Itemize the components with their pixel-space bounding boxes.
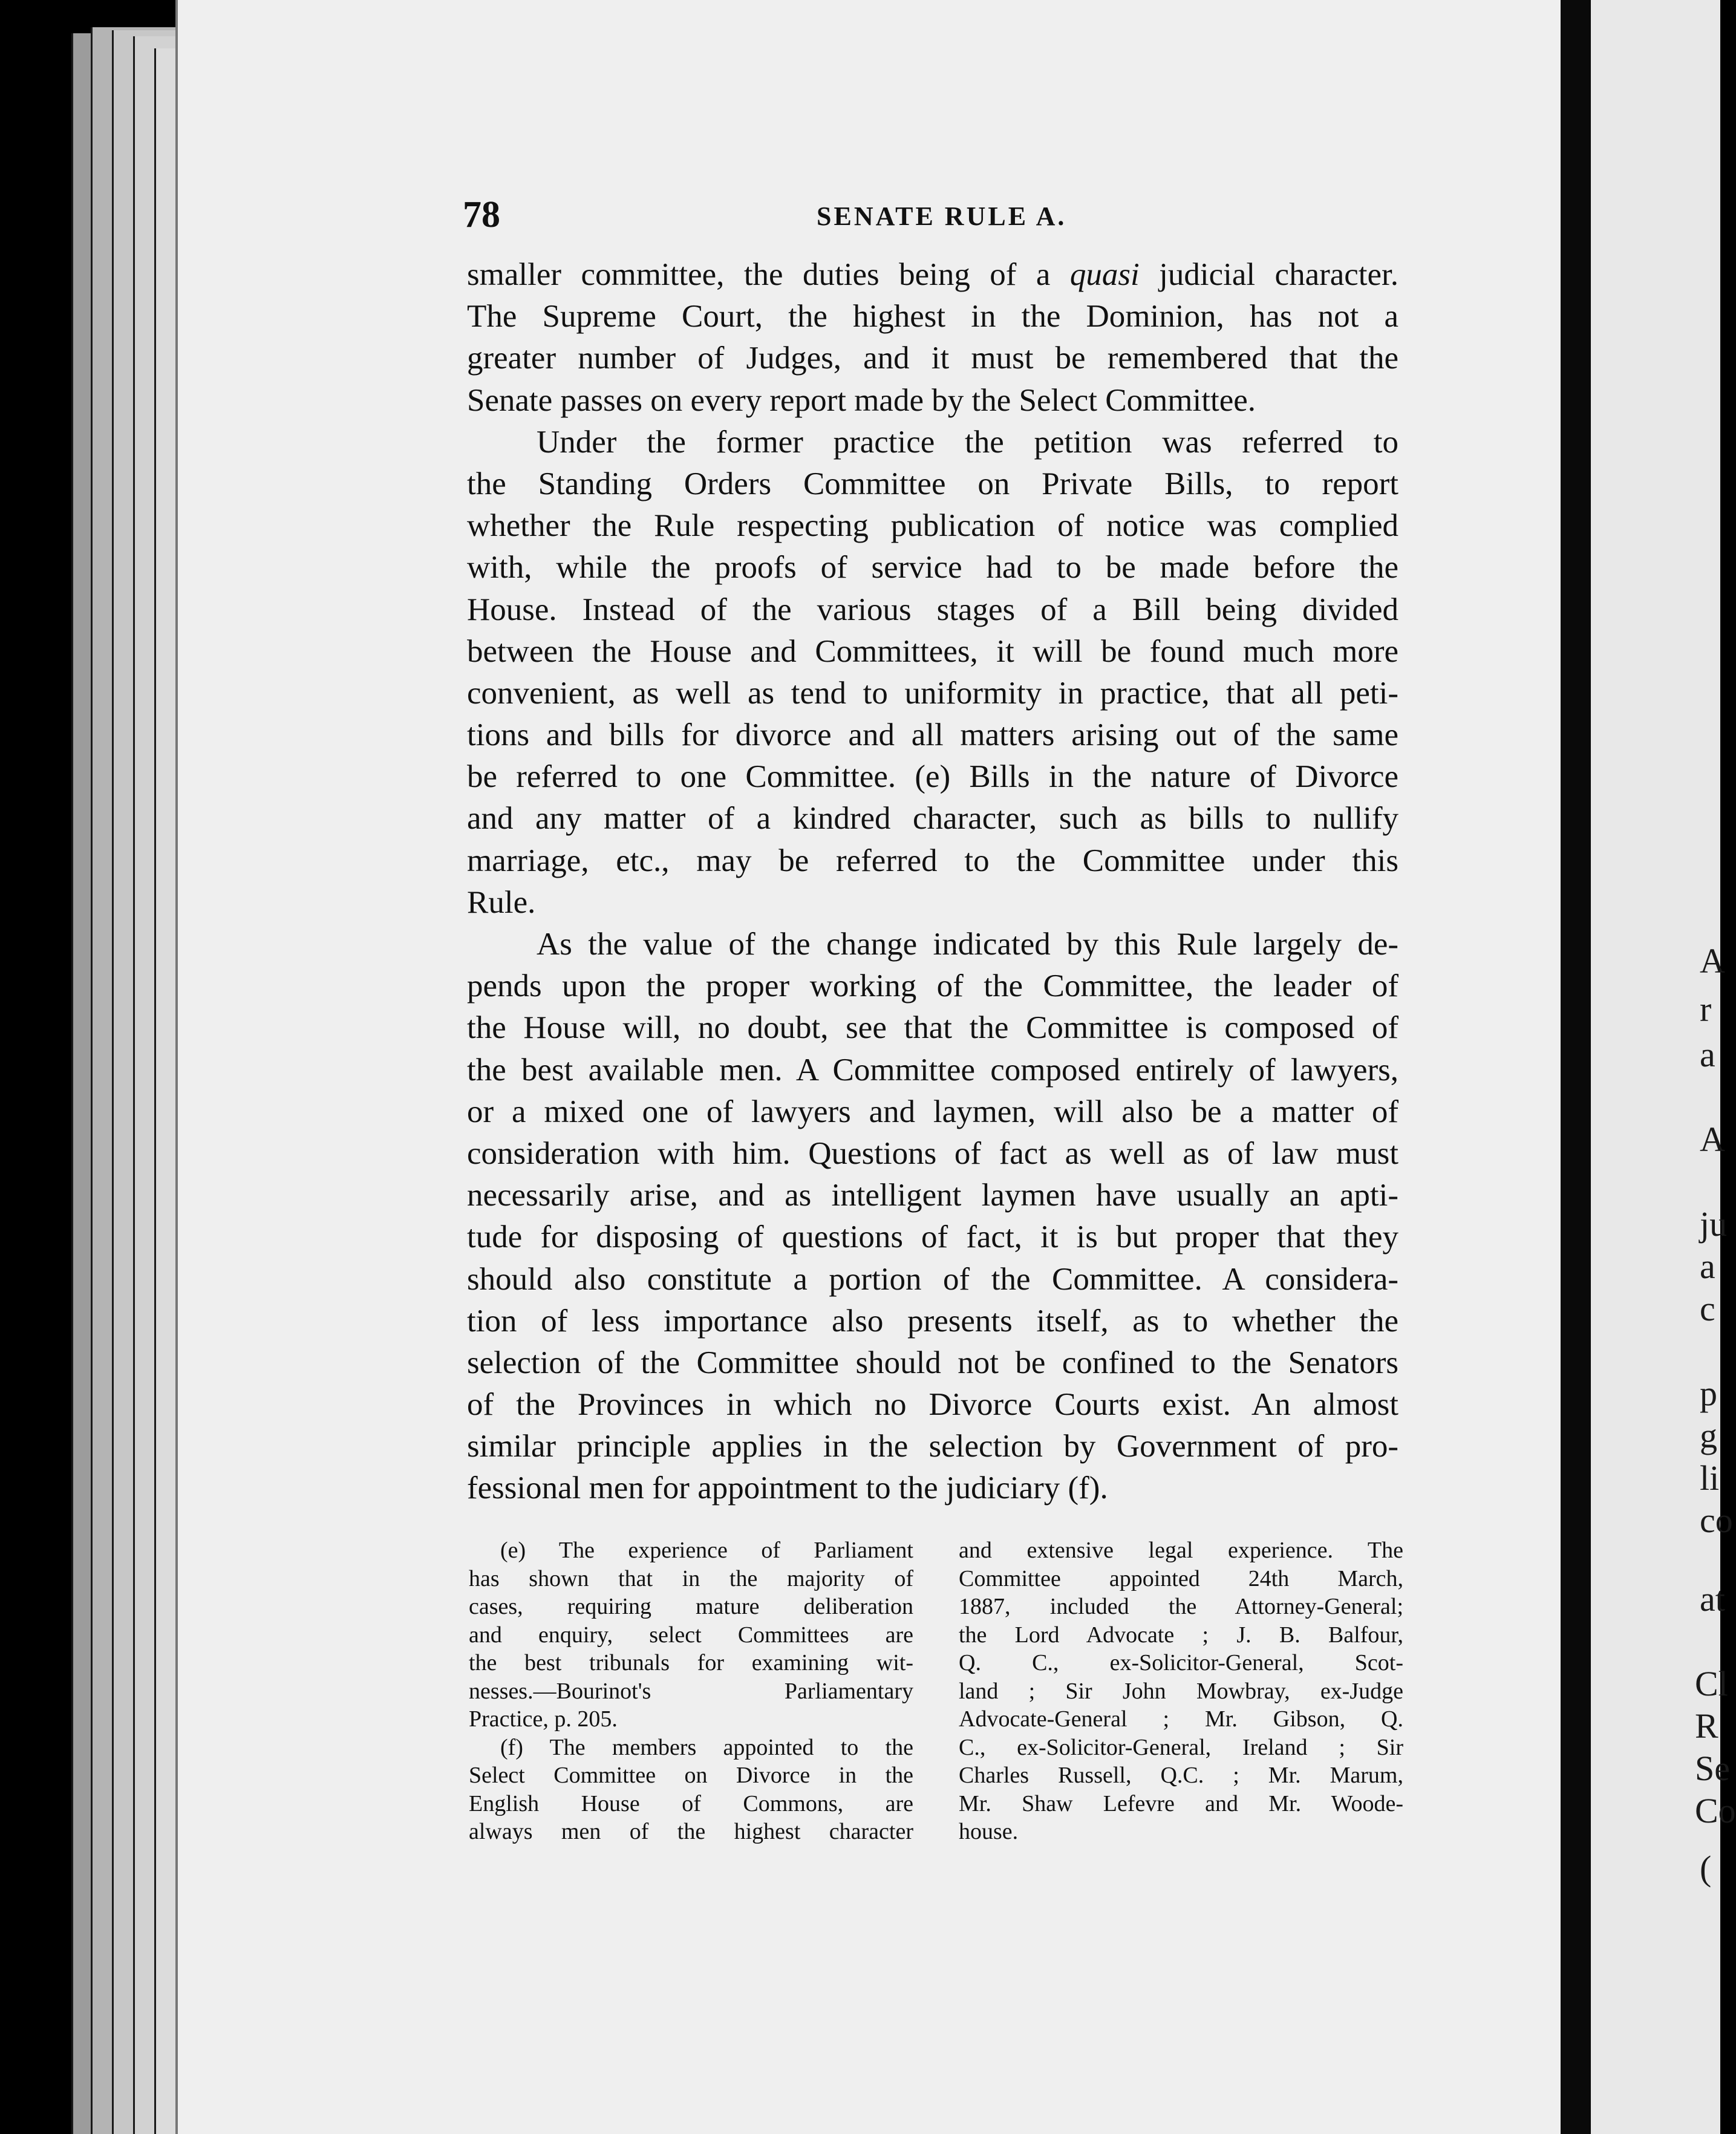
footnote-column-left: [469, 1536, 913, 1846]
facing-page-letter: Co: [1695, 1791, 1736, 1830]
facing-page-letter: p: [1700, 1374, 1717, 1413]
footnote-line: cases, requiring mature deliberation: [469, 1594, 913, 1619]
facing-page-letter: c: [1700, 1289, 1715, 1328]
facing-page-letter: R: [1695, 1706, 1718, 1746]
facing-page-letter: (: [1700, 1848, 1712, 1888]
text-line: Under the former practice the petition was referred to: [537, 424, 1398, 460]
page-number: 78: [463, 194, 500, 235]
text-line: marriage, etc., may be referred to the Committee under this: [467, 843, 1398, 878]
text-line: whether the Rule respecting publication of notice was complied: [467, 508, 1398, 544]
facing-page-letter: g: [1700, 1416, 1717, 1455]
footnote-column-right: [959, 1536, 1403, 1846]
footnote-line: (e) The experience of Parliament: [500, 1538, 913, 1563]
running-head: [463, 194, 1406, 242]
text-line: or a mixed one of lawyers and laymen, will also be a matter of: [467, 1094, 1398, 1129]
text-line: necessarily arise, and as intelligent laymen have usually an apti-: [467, 1178, 1398, 1213]
text-line: Rule.: [467, 884, 536, 920]
text-line: pends upon the proper working of the Committee, the leader of: [467, 968, 1398, 1004]
footnote-line: Q. C., ex-Solicitor-General, Scot-: [959, 1650, 1403, 1676]
page-gutter: [1561, 0, 1591, 2134]
footnote-line: the Lord Advocate ; J. B. Balfour,: [959, 1622, 1403, 1648]
facing-page-letter: a: [1700, 1247, 1715, 1286]
footnote-line: always men of the highest character: [469, 1819, 913, 1844]
footnote-line: (f) The members appointed to the: [500, 1734, 913, 1760]
facing-page-letter: ju: [1700, 1204, 1728, 1244]
text-line: convenient, as well as tend to uniformity in practice, that all peti-: [467, 675, 1398, 711]
footnote-line: Advocate-General ; Mr. Gibson, Q.: [959, 1706, 1403, 1732]
facing-page-letter: Cl: [1695, 1664, 1728, 1703]
footnote-line: house.: [959, 1819, 1019, 1844]
text-line: greater number of Judges, and it must be remembered that the: [467, 341, 1398, 376]
footnote-line: Mr. Shaw Lefevre and Mr. Woode-: [959, 1790, 1403, 1816]
text-line: As the value of the change indicated by this Rule largely de-: [537, 927, 1398, 962]
footnote-line: English House of Commons, are: [469, 1790, 913, 1816]
facing-page-letter: Se: [1695, 1749, 1730, 1788]
footnote-line: Charles Russell, Q.C. ; Mr. Marum,: [959, 1763, 1403, 1788]
text-line: tude for disposing of questions of fact, it is but proper that they: [467, 1219, 1398, 1255]
facing-page-letter: r: [1700, 990, 1712, 1029]
footnote-line: nesses.—Bourinot's Parliamentary: [469, 1678, 913, 1704]
footnote-line: and enquiry, select Committees are: [469, 1622, 913, 1648]
footnote-line: 1887, included the Attorney-General;: [959, 1594, 1403, 1619]
footnote-line: and extensive legal experience. The: [959, 1538, 1403, 1563]
text-line: House. Instead of the various stages of a Bill being divided: [467, 592, 1398, 627]
text-line: of the Provinces in which no Divorce Courts exist. An almost: [467, 1387, 1398, 1423]
text-line: between the House and Committees, it will be found much more: [467, 633, 1398, 669]
footnote-line: land ; Sir John Mowbray, ex-Judge: [959, 1678, 1403, 1704]
text-line: with, while the proofs of service had to be made before the: [467, 550, 1398, 586]
text-line: the Standing Orders Committee on Private Bills, to report: [467, 466, 1398, 501]
text-line: consideration with him. Questions of fact as well as of law must: [467, 1135, 1398, 1171]
facing-page-letter: A: [1700, 941, 1725, 981]
body-text: [467, 254, 1398, 1510]
footnote-line: the best tribunals for examining wit-: [469, 1650, 913, 1676]
facing-page-letter: co: [1700, 1501, 1733, 1540]
text-line: selection of the Committee should not be confined to the Senators: [467, 1345, 1398, 1380]
text-line: and any matter of a kindred character, such as bills to nullify: [467, 801, 1398, 837]
text-line: smaller committee, the duties being of a quasi judicial character.: [467, 257, 1399, 292]
italic-term: quasi: [1069, 257, 1140, 292]
text-line: Senate passes on every report made by the Select Committee.: [467, 382, 1256, 418]
text-line: tion of less importance also presents itself, as to whether the: [467, 1303, 1398, 1339]
facing-page-fragment: [1591, 0, 1736, 2134]
footnote-line: Select Committee on Divorce in the: [469, 1763, 913, 1788]
text-line: fessional men for appointment to the judiciary (f).: [467, 1470, 1108, 1506]
running-title: SENATE RULE A.: [817, 201, 1067, 231]
text-line: tions and bills for divorce and all matters arising out of the same: [467, 717, 1398, 753]
text-line: similar principle applies in the selection by Government of pro-: [467, 1429, 1398, 1464]
footnote-line: C., ex-Solicitor-General, Ireland ; Sir: [959, 1734, 1403, 1760]
text-line: the House will, no doubt, see that the Committee is composed of: [467, 1010, 1398, 1046]
facing-page-letter: at: [1700, 1579, 1725, 1619]
footnote-line: Committee appointed 24th March,: [959, 1565, 1403, 1591]
text-line: be referred to one Committee. (e) Bills in the nature of Divorce: [467, 759, 1398, 795]
text-line: The Supreme Court, the highest in the Dominion, has not a: [467, 299, 1398, 334]
footnote-line: has shown that in the majority of: [469, 1565, 913, 1591]
facing-page-letter: a: [1700, 1035, 1715, 1074]
facing-page-letter: li: [1700, 1458, 1720, 1498]
facing-page-letter: A: [1700, 1120, 1725, 1159]
text-line: the best available men. A Committee composed entirely of lawyers,: [467, 1052, 1398, 1088]
text-line: should also constitute a portion of the Committee. A considera-: [467, 1261, 1398, 1297]
footnote-line: Practice, p. 205.: [469, 1706, 618, 1732]
